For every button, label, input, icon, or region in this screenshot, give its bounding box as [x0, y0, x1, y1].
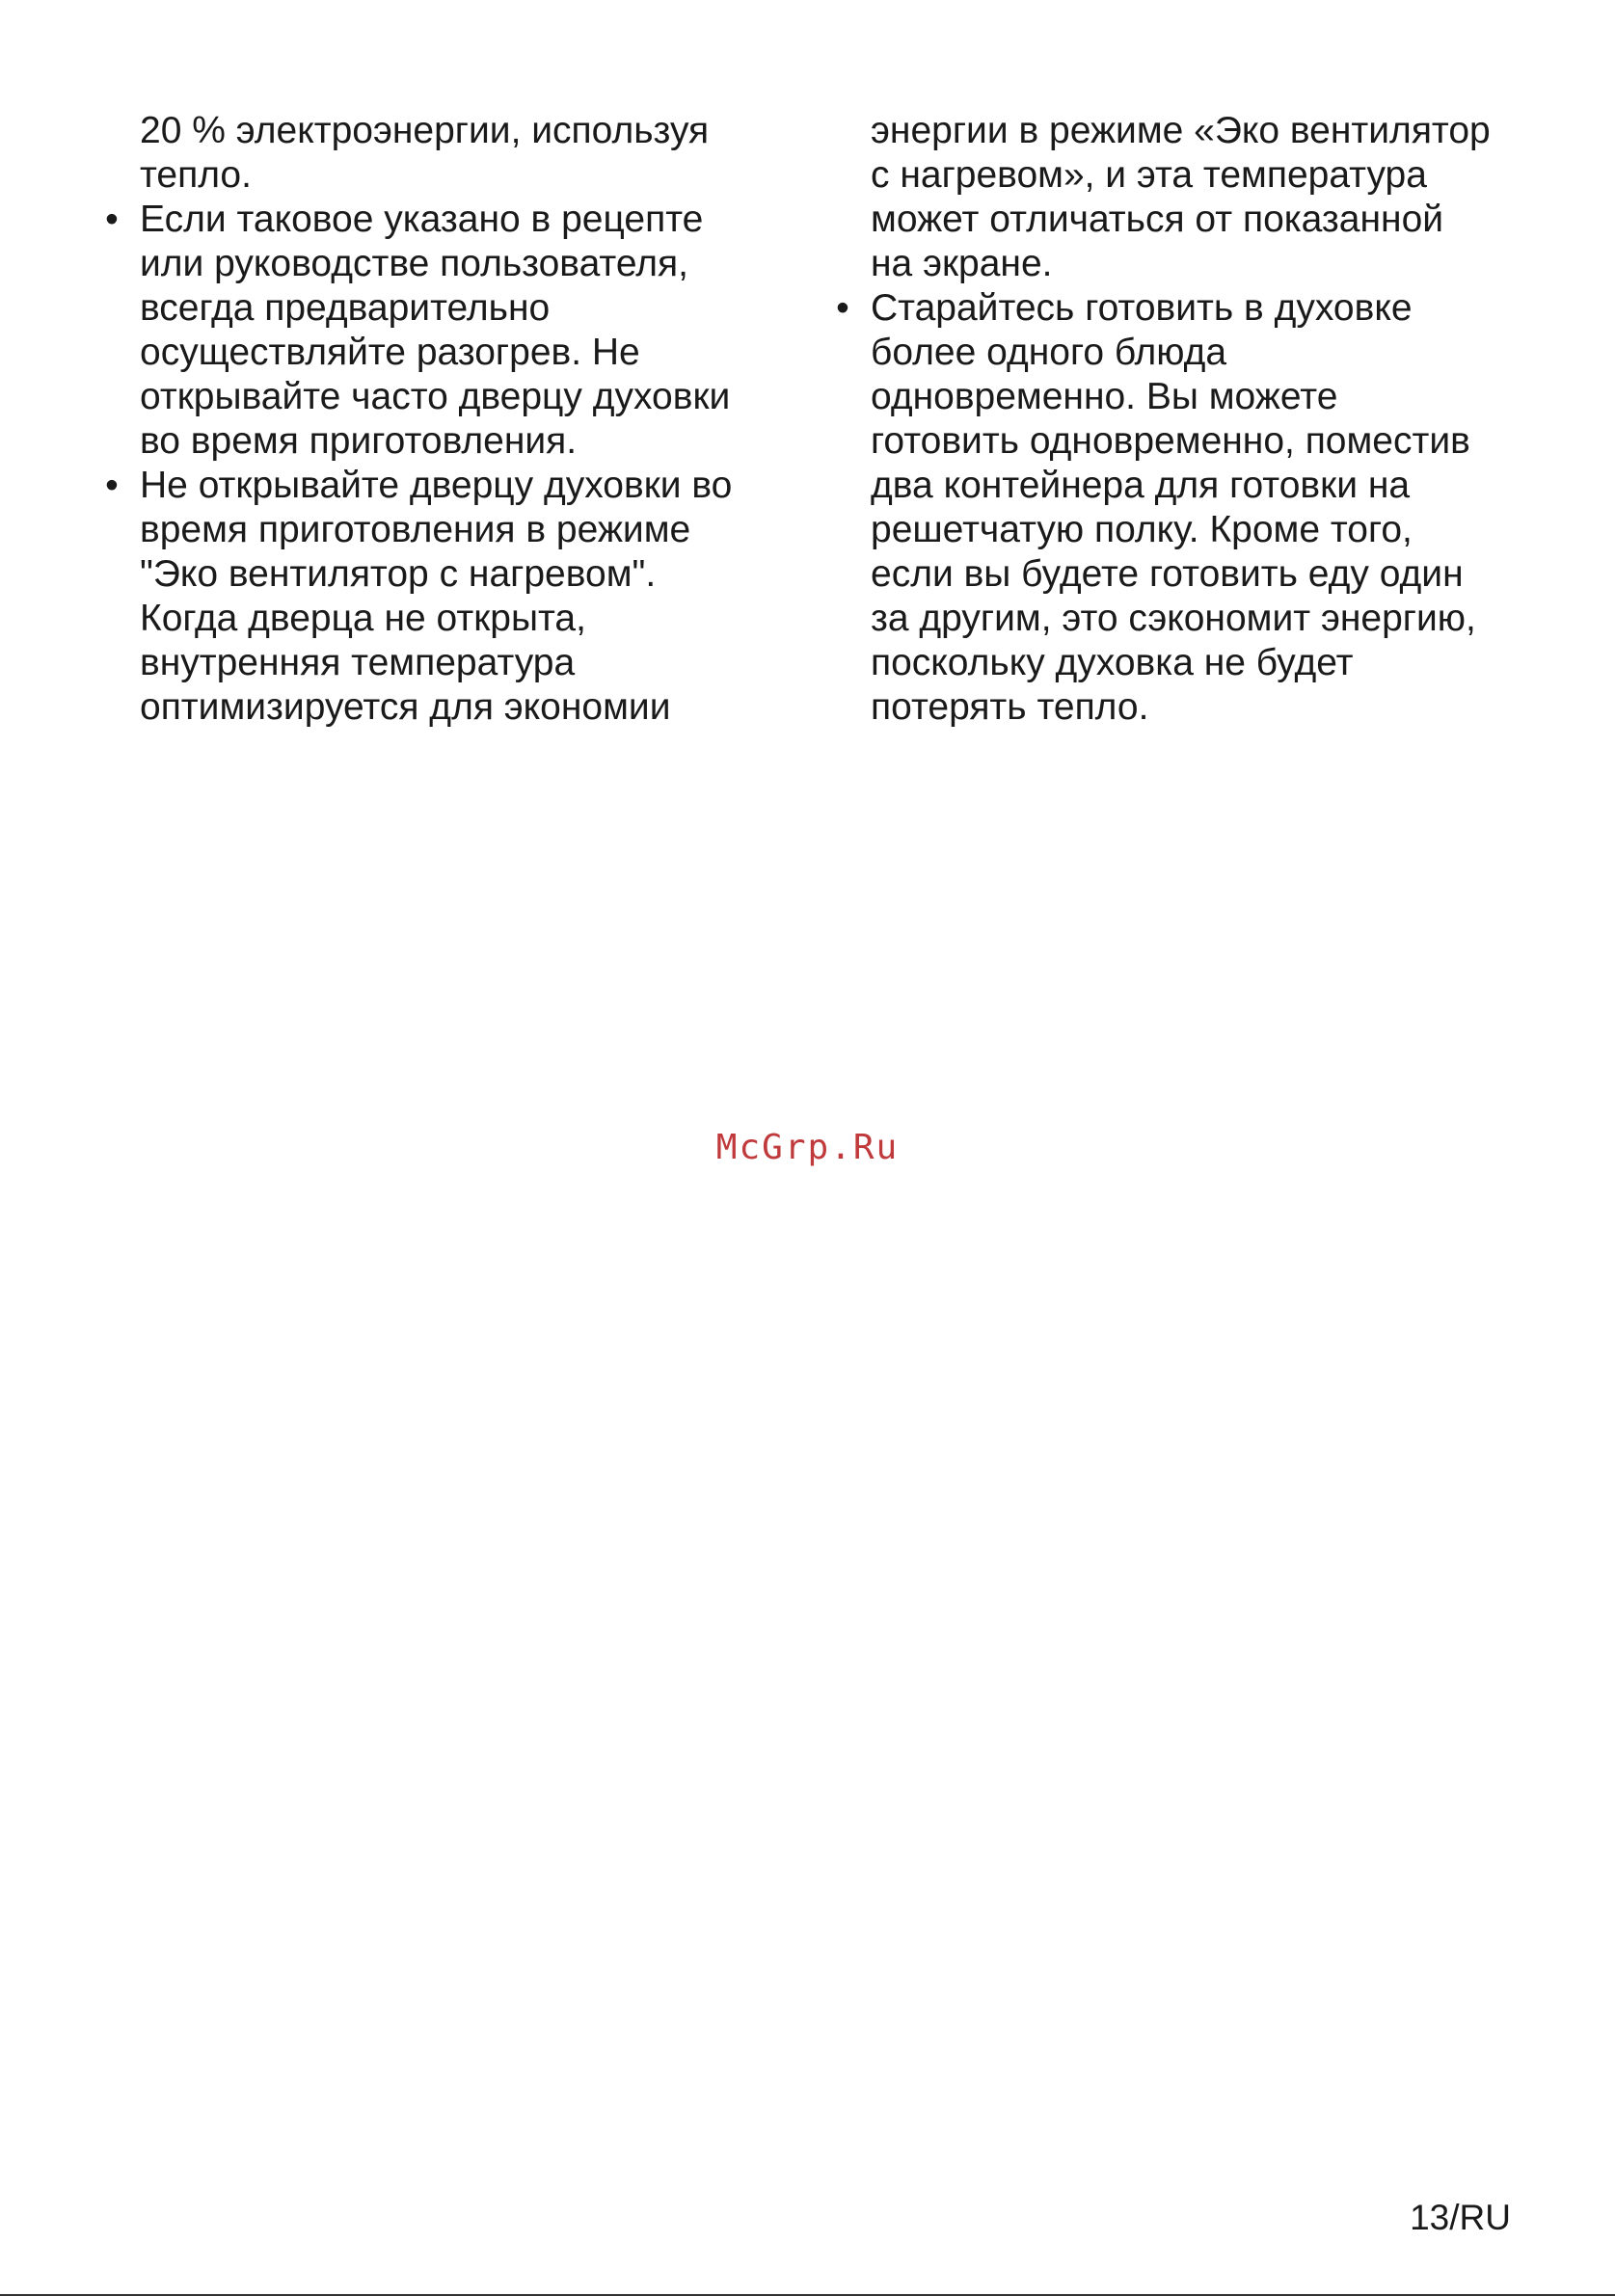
bullet-item: [96, 464, 771, 730]
bullet-icon: •: [836, 287, 849, 329]
text-line: готовить одновременно, поместив: [871, 420, 1470, 462]
text-line: Когда дверца не открыта,: [140, 598, 586, 639]
text-line: за другим, это сэкономит энергию,: [871, 598, 1476, 639]
bullet-icon: •: [105, 465, 119, 506]
text-line: время приготовления в режиме: [140, 509, 691, 550]
text-line: всегда предварительно: [140, 287, 551, 329]
text-line: на экране.: [871, 243, 1053, 284]
text-line: открывайте часто дверцу духовки: [140, 376, 731, 417]
right-column: [827, 109, 1521, 730]
text-line: 20 % электроэнергии, используя: [140, 110, 710, 151]
text-line: потерять тепло.: [871, 686, 1149, 728]
text-line: внутренняя температура: [140, 642, 576, 683]
text-line: если вы будете готовить еду один: [871, 553, 1464, 595]
bullet-item: [827, 286, 1521, 730]
text-line: Не открывайте дверцу духовки во: [140, 465, 733, 506]
text-line: или руководстве пользователя,: [140, 243, 688, 284]
bullet-item: [96, 198, 771, 464]
text-line: более одного блюда: [871, 332, 1227, 373]
left-column: [96, 109, 771, 730]
text-line: во время приготовления.: [140, 420, 578, 462]
text-line: Если таковое указано в рецепте: [140, 199, 704, 240]
text-line: с нагревом», и эта температура: [871, 154, 1427, 196]
watermark: McGrp.Ru: [715, 1128, 900, 1167]
continuation-paragraph: [827, 109, 1521, 286]
page-number: 13/RU: [1410, 2198, 1511, 2237]
continuation-paragraph: [96, 109, 771, 198]
text-line: поскольку духовка не будет: [871, 642, 1354, 683]
text-line: оптимизируется для экономии: [140, 686, 671, 728]
text-line: "Эко вентилятор с нагревом".: [140, 553, 657, 595]
text-line: Старайтесь готовить в духовке: [871, 287, 1413, 329]
text-line: одновременно. Вы можете: [871, 376, 1338, 417]
text-line: два контейнера для готовки на: [871, 465, 1411, 506]
text-line: может отличаться от показанной: [871, 199, 1444, 240]
text-line: тепло.: [140, 154, 252, 196]
text-line: осуществляйте разогрев. Не: [140, 332, 640, 373]
text-line: энергии в режиме «Эко вентилятор: [871, 110, 1491, 151]
bullet-icon: •: [105, 199, 119, 240]
text-line: решетчатую полку. Кроме того,: [871, 509, 1413, 550]
